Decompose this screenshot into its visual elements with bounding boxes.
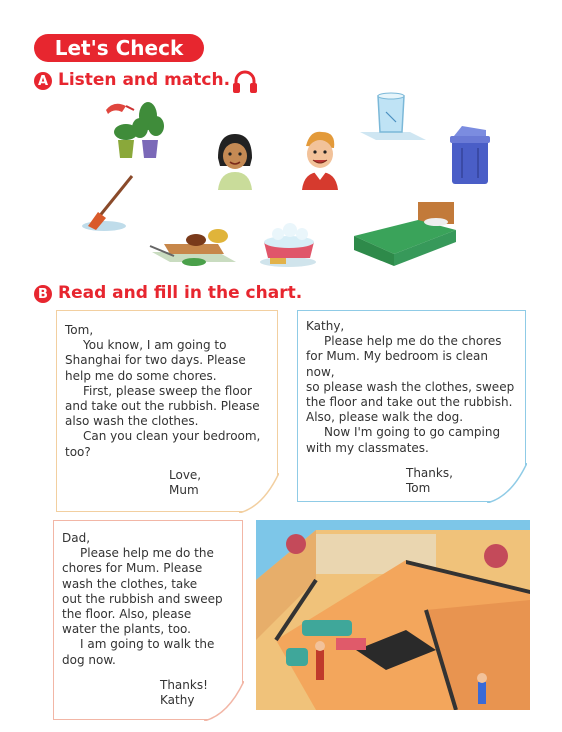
girl-face-icon xyxy=(214,132,256,190)
headphones-icon[interactable] xyxy=(232,70,258,94)
note-from-tom xyxy=(297,310,526,502)
note-from-kathy xyxy=(53,520,243,720)
note-line: and take out the rubbish. Please xyxy=(65,399,260,414)
note-line: the floor. Also, please xyxy=(62,607,192,622)
note-line: the floor and take out the rubbish. xyxy=(306,395,513,410)
laundry-basin-icon xyxy=(256,222,322,268)
section-a-badge: A xyxy=(34,72,52,90)
lesson-title: Let's Check xyxy=(34,34,204,62)
section-a-title: Listen and match. xyxy=(58,70,231,90)
note-line: Can you clean your bedroom, xyxy=(83,429,261,444)
note-greeting: Kathy, xyxy=(306,319,345,333)
note-signature: Tom xyxy=(406,481,431,496)
note-from-mum xyxy=(56,310,278,512)
note-line: You know, I am going to xyxy=(83,338,227,353)
note-line: chores for Mum. Please xyxy=(62,561,203,576)
note-line: Also, please walk the dog. xyxy=(306,410,464,425)
note-line: Now I'm going to go camping xyxy=(324,425,501,440)
note-line: dog now. xyxy=(62,652,116,667)
glass-of-water-icon xyxy=(358,92,428,142)
note-line: Please help me do the xyxy=(80,546,214,561)
chopping-board-icon xyxy=(148,226,240,272)
section-b-title: Read and fill in the chart. xyxy=(58,283,303,303)
note-greeting: Dad, xyxy=(62,531,91,545)
broom-icon xyxy=(82,172,138,234)
note-line: out the rubbish and sweep xyxy=(62,591,223,606)
page-curl-icon xyxy=(204,681,244,721)
note-closing: Thanks! xyxy=(160,677,208,692)
rubbish-bin-icon xyxy=(446,124,494,188)
boy-face-icon xyxy=(298,128,342,190)
note-line: water the plants, too. xyxy=(62,622,191,637)
page-curl-icon xyxy=(239,473,279,513)
note-signature: Kathy xyxy=(160,693,195,708)
note-line: Shanghai for two days. Please xyxy=(65,353,246,368)
section-b-badge: B xyxy=(34,285,52,303)
note-line: I am going to walk the xyxy=(80,637,215,652)
note-line: so please wash the clothes, sweep xyxy=(306,379,515,394)
potted-plants-icon xyxy=(100,96,170,164)
note-greeting: Tom, xyxy=(65,323,94,337)
note-line: for Mum. My bedroom is clean now, xyxy=(306,349,489,379)
house-cutaway-illustration xyxy=(256,520,530,710)
note-line: First, please sweep the floor xyxy=(83,383,252,398)
note-line: too? xyxy=(65,444,91,459)
note-closing: Love, xyxy=(169,467,202,482)
bed-icon xyxy=(348,196,460,268)
note-line: also wash the clothes. xyxy=(65,414,199,429)
note-signature: Mum xyxy=(169,483,199,498)
note-line: help me do some chores. xyxy=(65,368,217,383)
note-closing: Thanks, xyxy=(406,465,453,480)
note-line: with my classmates. xyxy=(306,440,429,455)
page-curl-icon xyxy=(487,463,527,503)
note-line: wash the clothes, take xyxy=(62,576,198,591)
note-line: Please help me do the chores xyxy=(324,334,502,349)
